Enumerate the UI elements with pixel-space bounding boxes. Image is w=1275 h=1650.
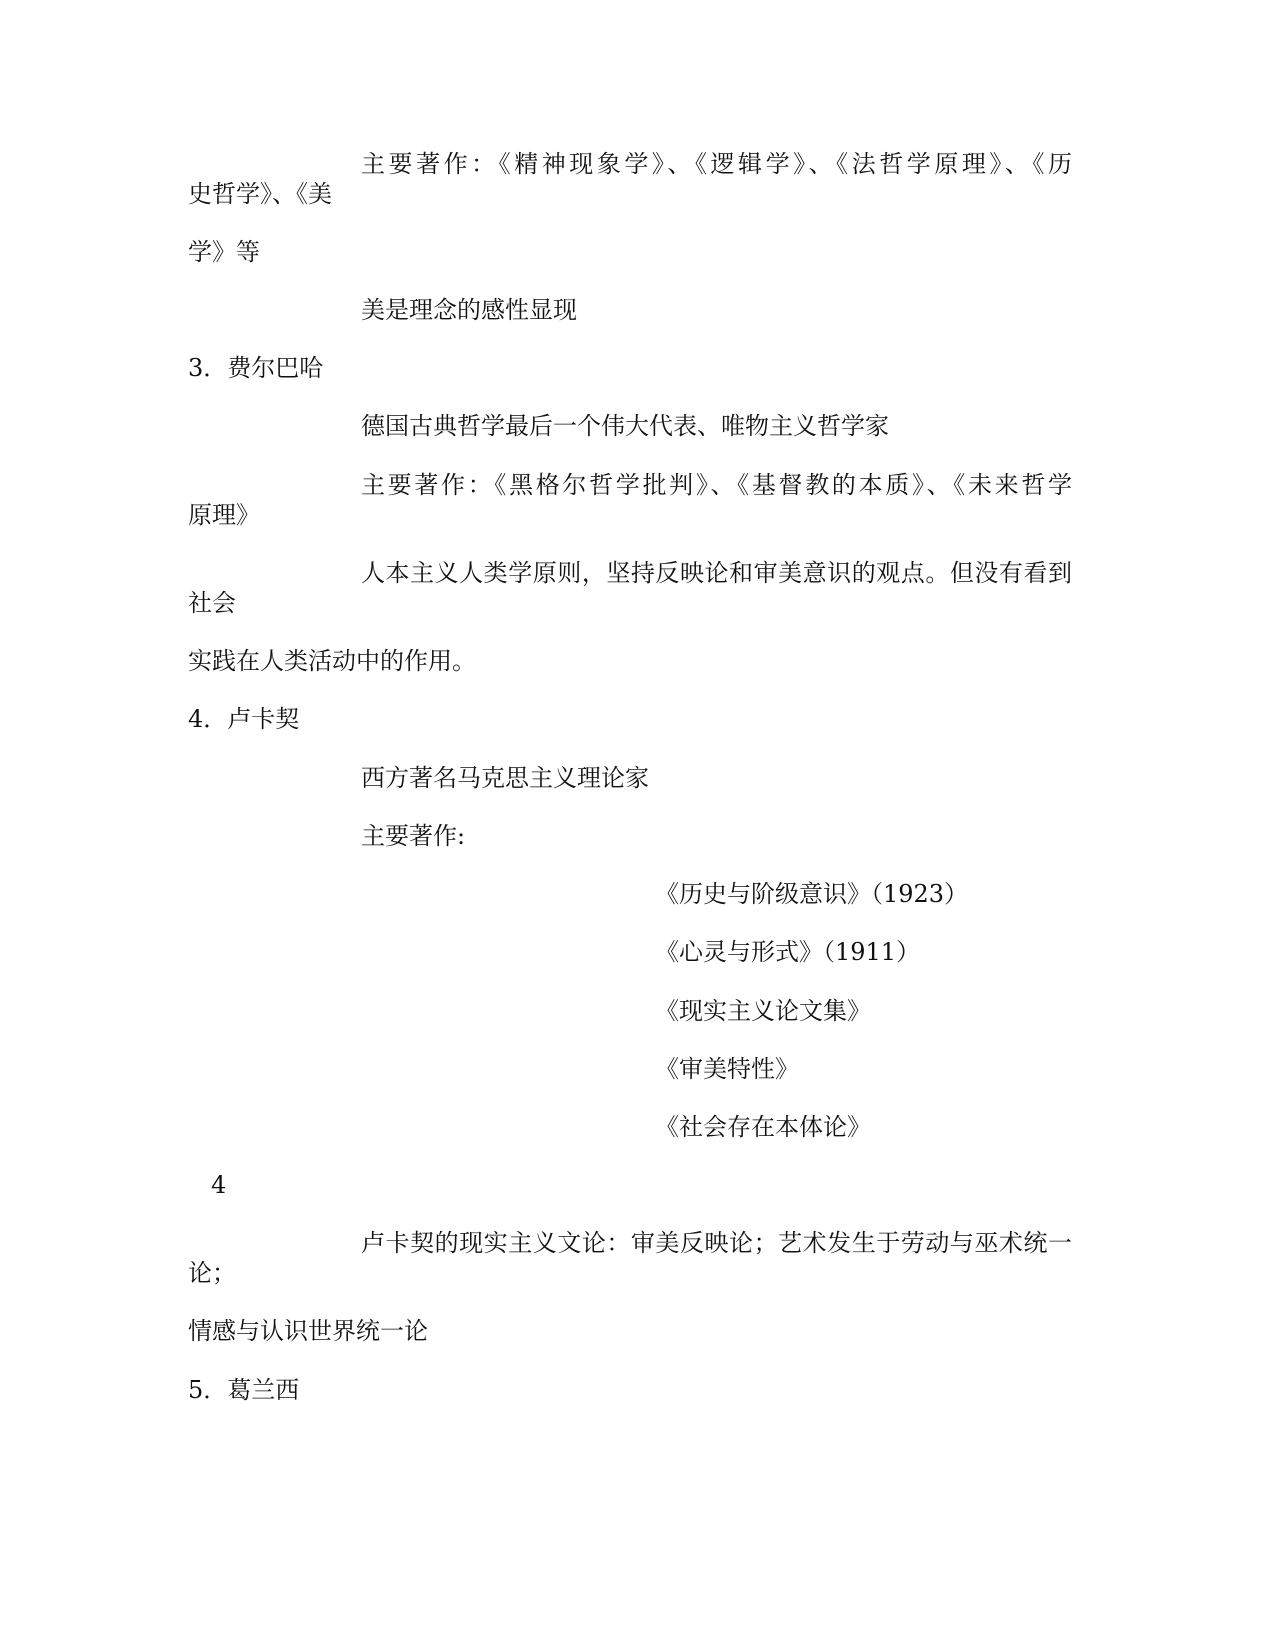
- text-line-works-hegel-2: 史哲学》、《美: [188, 180, 332, 208]
- text-line-feuerbach-intro: 德国古典哲学最后一个伟大代表、唯物主义哲学家: [361, 412, 889, 440]
- section-heading-feuerbach: 3．费尔巴哈: [188, 354, 324, 382]
- text-line-works-feuerbach-2: 原理》: [188, 501, 260, 529]
- text-line-feuerbach-view-3: 实践在人类活动中的作用。: [188, 647, 476, 675]
- list-item-lukacs-work: 《心灵与形式》（1911）: [655, 938, 921, 966]
- section-heading-gramsci: 5．葛兰西: [188, 1376, 300, 1404]
- text-line-works-feuerbach-1: 主要著作：《黑格尔哲学批判》、《基督教的本质》、《未来哲学: [361, 471, 1072, 499]
- text-line-feuerbach-view-2: 社会: [188, 589, 236, 617]
- text-line-works-hegel-3: 学》等: [188, 238, 260, 266]
- text-line-hegel-thesis: 美是理念的感性显现: [361, 296, 577, 324]
- list-item-lukacs-work: 《社会存在本体论》: [655, 1113, 871, 1141]
- list-item-lukacs-work: 《现实主义论文集》: [655, 997, 871, 1025]
- text-line-lukacs-works-label: 主要著作:: [361, 822, 466, 850]
- text-line-lukacs-theory-2: 论；: [188, 1259, 236, 1287]
- list-item-lukacs-work: 《历史与阶级意识》（1923）: [655, 880, 969, 908]
- section-heading-lukacs: 4．卢卡契: [188, 705, 300, 733]
- page-number: 4: [211, 1171, 227, 1199]
- text-line-feuerbach-view-1: 人本主义人类学原则，坚持反映论和审美意识的观点。但没有看到: [361, 559, 1072, 587]
- text-line-works-hegel-1: 主要著作：《精神现象学》、《逻辑学》、《法哲学原理》、《历: [361, 150, 1072, 178]
- text-line-lukacs-intro: 西方著名马克思主义理论家: [361, 764, 649, 792]
- list-item-lukacs-work: 《审美特性》: [655, 1055, 799, 1083]
- text-line-lukacs-theory-1: 卢卡契的现实主义文论：审美反映论；艺术发生于劳动与巫术统一: [361, 1229, 1072, 1257]
- text-line-lukacs-theory-3: 情感与认识世界统一论: [188, 1317, 428, 1345]
